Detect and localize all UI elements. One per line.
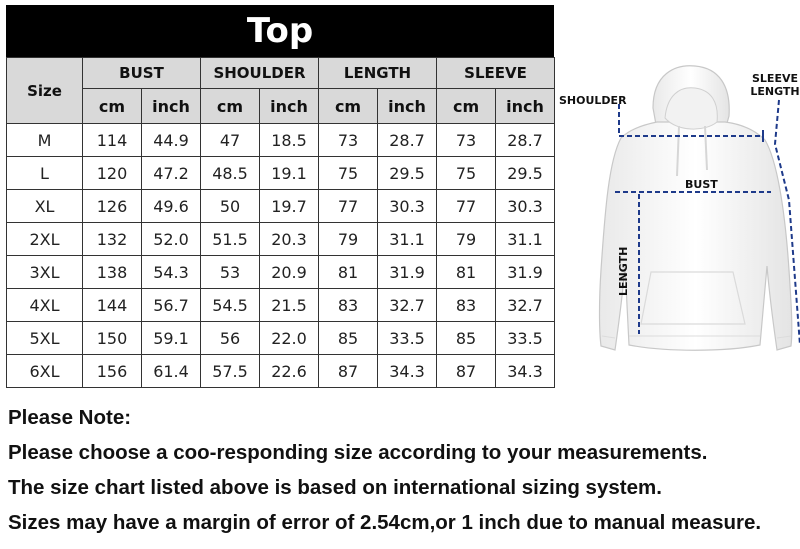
size-header: Size [7, 58, 83, 124]
table-row [7, 256, 555, 289]
hoodie-illustration [555, 60, 800, 380]
measurement-cell: 49.6 [142, 190, 201, 223]
measurement-cell: 156 [83, 355, 142, 388]
size-chart [6, 5, 554, 388]
measurement-cell: 51.5 [201, 223, 260, 256]
table-row [7, 190, 555, 223]
note-line: Please choose a coo-responding size according to your measurements. [8, 441, 708, 464]
length-label: LENGTH [617, 246, 630, 296]
measurement-cell: 75 [319, 157, 378, 190]
sleeve-label-line1: SLEEVE [752, 72, 798, 85]
chart-title: Top [6, 5, 554, 57]
measurement-cell: 34.3 [496, 355, 555, 388]
unit-header: cm [83, 89, 142, 124]
group-header-shoulder: SHOULDER [201, 58, 319, 89]
measurement-cell: 57.5 [201, 355, 260, 388]
measurement-cell: 75 [437, 157, 496, 190]
measurement-cell: 79 [437, 223, 496, 256]
measurement-cell: 22.6 [260, 355, 319, 388]
measurement-cell: 31.1 [378, 223, 437, 256]
measurement-cell: 19.1 [260, 157, 319, 190]
measurement-cell: 20.9 [260, 256, 319, 289]
measurement-cell: 77 [319, 190, 378, 223]
measurement-cell: 47 [201, 124, 260, 157]
measurement-cell: 87 [319, 355, 378, 388]
unit-header: inch [142, 89, 201, 124]
size-cell: M [7, 124, 83, 157]
measurement-cell: 73 [319, 124, 378, 157]
measurement-cell: 138 [83, 256, 142, 289]
measurement-cell: 54.5 [201, 289, 260, 322]
measurement-cell: 47.2 [142, 157, 201, 190]
measurement-cell: 120 [83, 157, 142, 190]
measurement-cell: 30.3 [378, 190, 437, 223]
size-cell: XL [7, 190, 83, 223]
size-cell: L [7, 157, 83, 190]
measurement-cell: 48.5 [201, 157, 260, 190]
measurement-cell: 52.0 [142, 223, 201, 256]
bust-label: BUST [685, 178, 718, 191]
measurement-cell: 54.3 [142, 256, 201, 289]
measurement-cell: 56.7 [142, 289, 201, 322]
size-cell: 4XL [7, 289, 83, 322]
sleeve-label-line2: LENGTH [750, 85, 800, 98]
table-body [7, 124, 555, 388]
size-cell: 2XL [7, 223, 83, 256]
table-row [7, 355, 555, 388]
unit-header-row [7, 89, 555, 124]
measurement-cell: 132 [83, 223, 142, 256]
measurement-cell: 85 [437, 322, 496, 355]
size-cell: 3XL [7, 256, 83, 289]
group-header-bust: BUST [83, 58, 201, 89]
hoodie-diagram [555, 60, 800, 380]
measurement-cell: 53 [201, 256, 260, 289]
unit-header: inch [260, 89, 319, 124]
table-row [7, 289, 555, 322]
measurement-cell: 28.7 [496, 124, 555, 157]
shoulder-label: SHOULDER [559, 94, 627, 107]
measurement-cell: 50 [201, 190, 260, 223]
measurement-cell: 34.3 [378, 355, 437, 388]
measurement-cell: 21.5 [260, 289, 319, 322]
group-header-sleeve: SLEEVE [437, 58, 555, 89]
hoodie-body-shape [600, 122, 792, 350]
table-row [7, 223, 555, 256]
unit-header: inch [496, 89, 555, 124]
measurement-cell: 33.5 [496, 322, 555, 355]
group-header-length: LENGTH [319, 58, 437, 89]
measurement-cell: 83 [437, 289, 496, 322]
measurement-cell: 19.7 [260, 190, 319, 223]
measurement-cell: 29.5 [496, 157, 555, 190]
unit-header: cm [201, 89, 260, 124]
table-row [7, 124, 555, 157]
note-heading: Please Note: [8, 406, 132, 429]
table-row [7, 322, 555, 355]
measurement-cell: 22.0 [260, 322, 319, 355]
measurement-cell: 44.9 [142, 124, 201, 157]
measurement-cell: 81 [437, 256, 496, 289]
measurement-cell: 28.7 [378, 124, 437, 157]
unit-header: cm [319, 89, 378, 124]
measurement-cell: 61.4 [142, 355, 201, 388]
note-line: The size chart listed above is based on international sizing system. [8, 476, 662, 499]
measurement-cell: 73 [437, 124, 496, 157]
measurement-cell: 32.7 [378, 289, 437, 322]
unit-header: cm [437, 89, 496, 124]
measurement-cell: 79 [319, 223, 378, 256]
size-cell: 6XL [7, 355, 83, 388]
table-row [7, 157, 555, 190]
measurement-cell: 31.1 [496, 223, 555, 256]
measurement-cell: 114 [83, 124, 142, 157]
measurement-cell: 150 [83, 322, 142, 355]
measurement-cell: 20.3 [260, 223, 319, 256]
size-cell: 5XL [7, 322, 83, 355]
measurement-cell: 31.9 [378, 256, 437, 289]
measurement-cell: 85 [319, 322, 378, 355]
note-line: Sizes may have a margin of error of 2.54cm,or 1 inch due to manual measure. [8, 511, 762, 534]
measurement-cell: 81 [319, 256, 378, 289]
measurement-cell: 144 [83, 289, 142, 322]
measurement-cell: 32.7 [496, 289, 555, 322]
measurement-cell: 29.5 [378, 157, 437, 190]
group-header-row [7, 58, 555, 89]
notes-section [8, 404, 798, 544]
measurement-cell: 126 [83, 190, 142, 223]
measurement-cell: 33.5 [378, 322, 437, 355]
measurement-cell: 77 [437, 190, 496, 223]
sleeve-length-label [750, 72, 800, 98]
measurement-cell: 18.5 [260, 124, 319, 157]
measurement-cell: 30.3 [496, 190, 555, 223]
measurement-cell: 59.1 [142, 322, 201, 355]
measurement-cell: 31.9 [496, 256, 555, 289]
unit-header: inch [378, 89, 437, 124]
measurement-cell: 56 [201, 322, 260, 355]
measurement-cell: 83 [319, 289, 378, 322]
measurement-cell: 87 [437, 355, 496, 388]
size-table [6, 57, 555, 388]
